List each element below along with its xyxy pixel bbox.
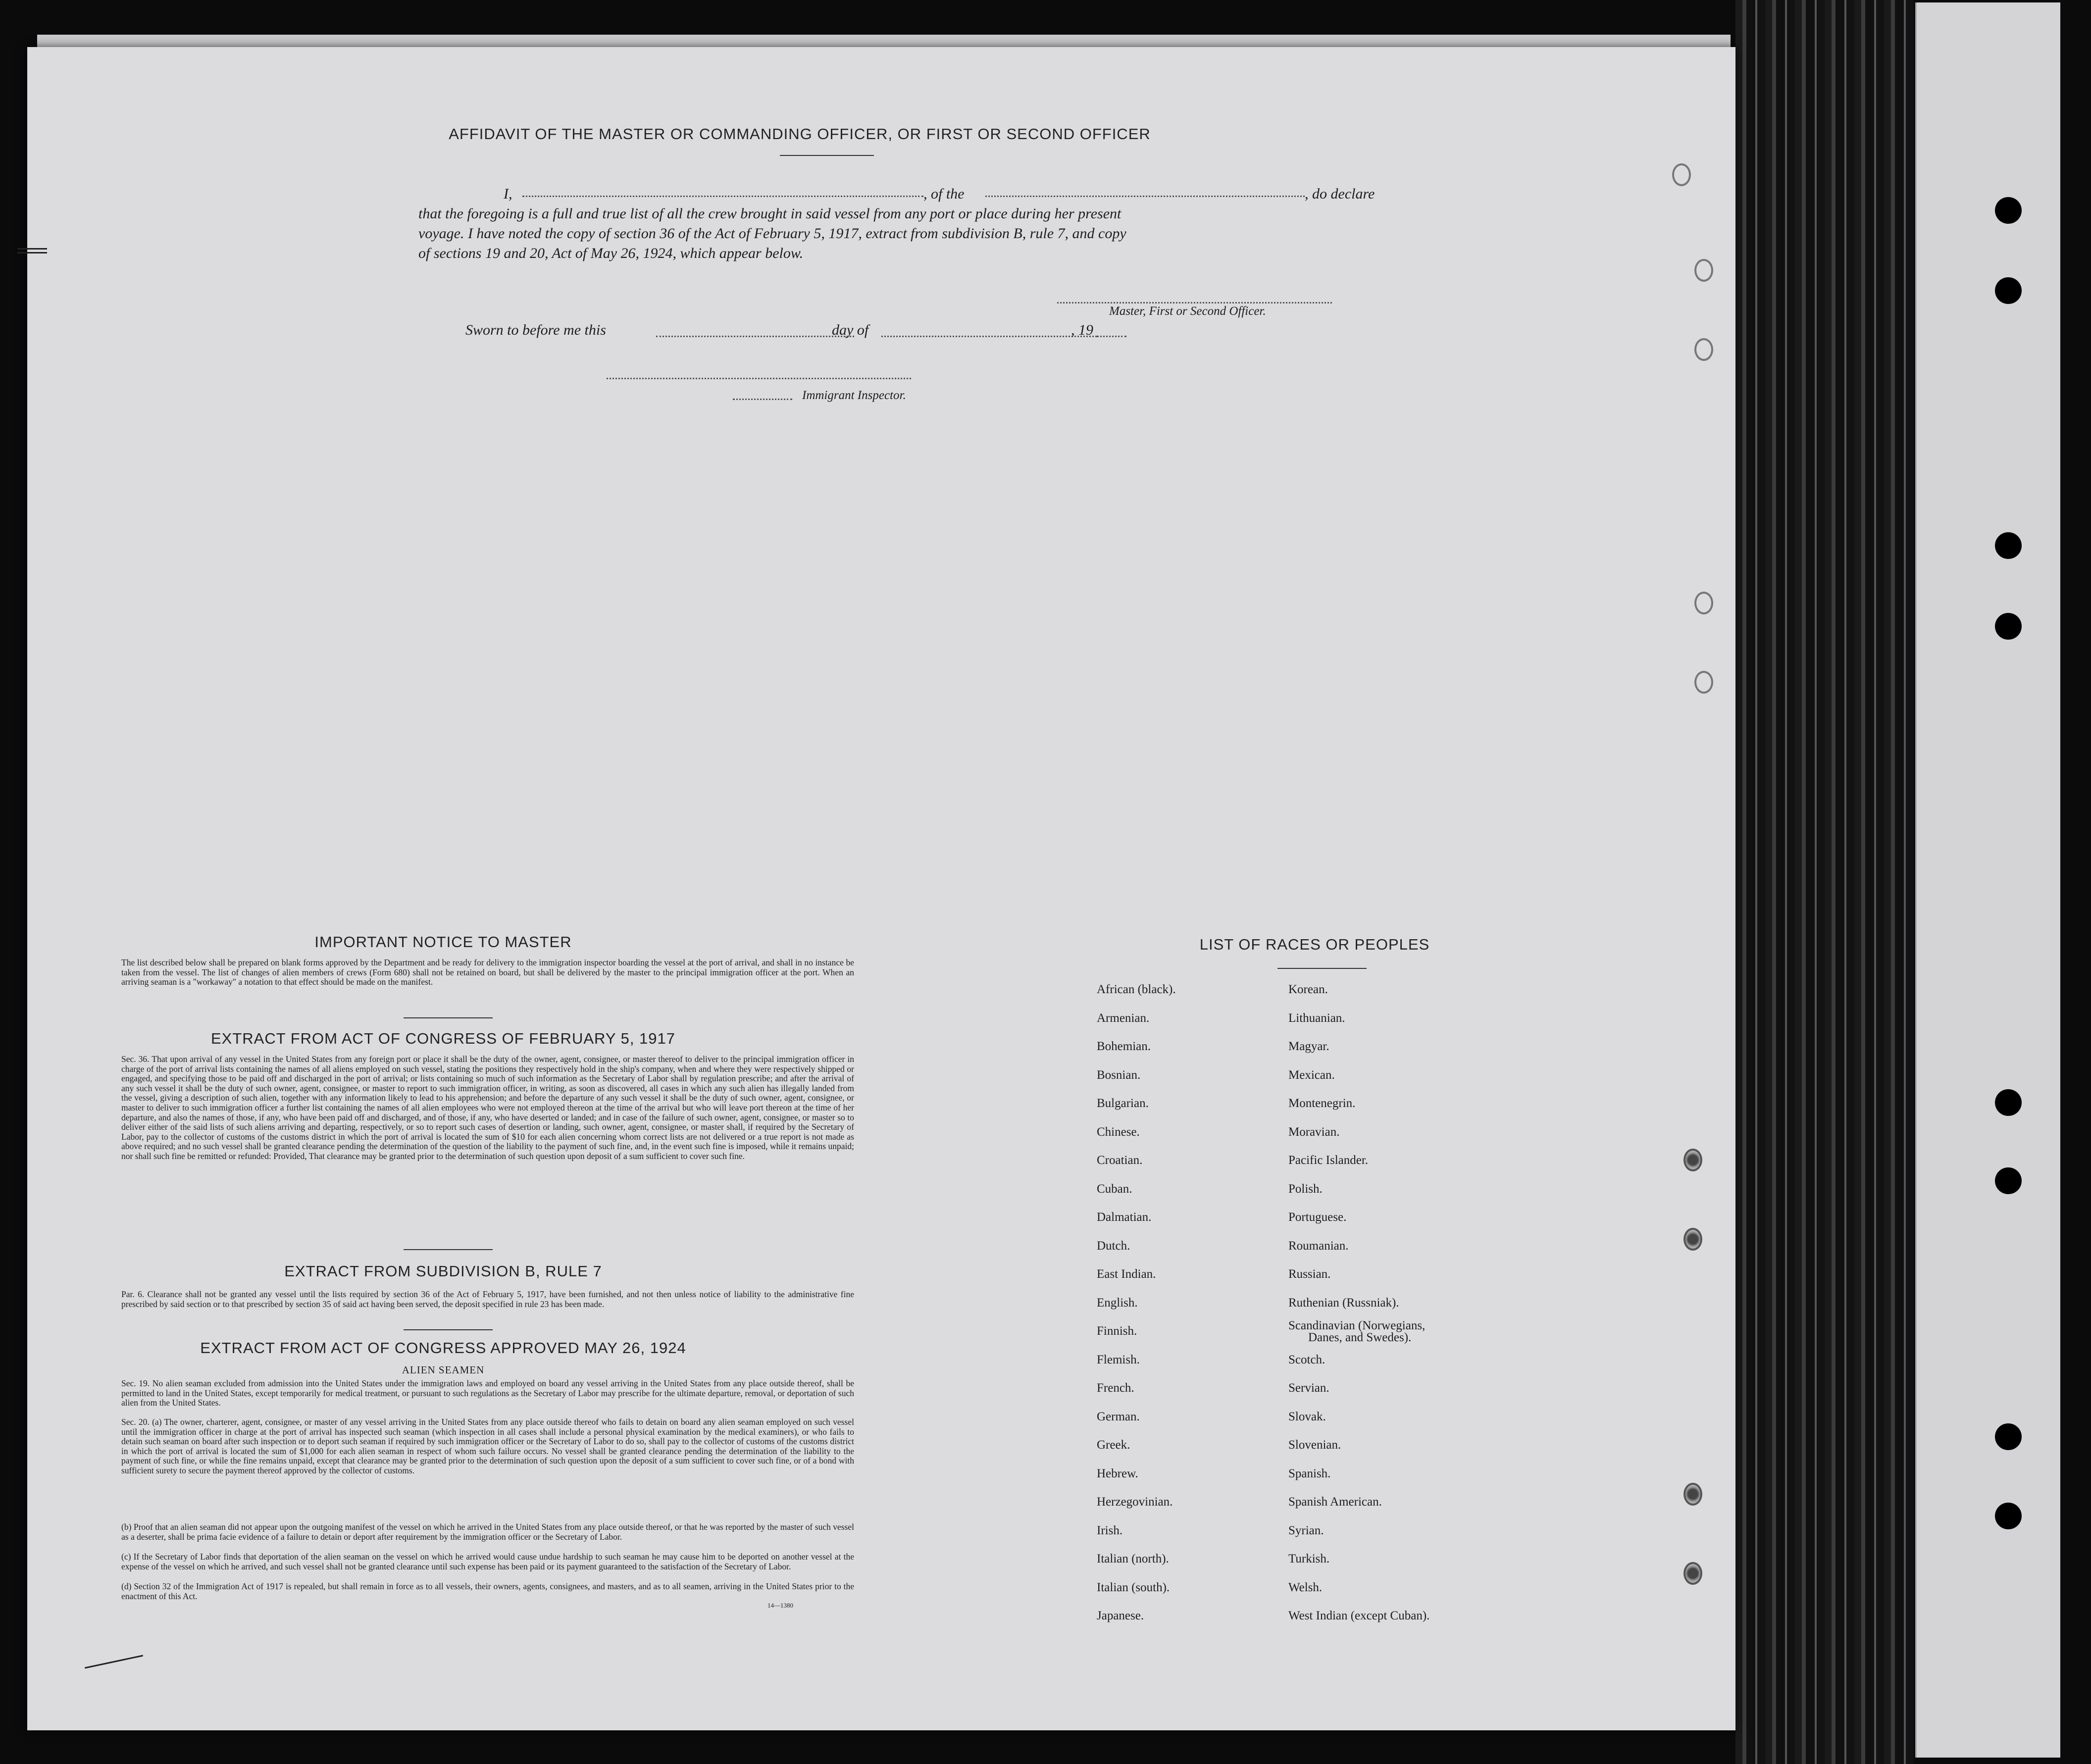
inspector-label: Immigrant Inspector. [802, 389, 906, 402]
race-item: Ruthenian (Russniak). [1288, 1296, 1399, 1310]
month-blank [881, 336, 1097, 337]
race-item: Spanish. [1288, 1466, 1331, 1480]
affidavit-of-the: , of the [923, 186, 965, 202]
punch-hole [1995, 532, 2022, 559]
divider [404, 1017, 493, 1018]
punch-hole [1995, 1503, 2022, 1529]
race-item: Dalmatian. [1097, 1210, 1152, 1224]
race-item: West Indian (except Cuban). [1288, 1609, 1430, 1622]
races-right-column [1288, 975, 1429, 1630]
binder-ring [1694, 592, 1713, 614]
race-item: Herzegovinian. [1097, 1495, 1173, 1509]
pen-mark [85, 1655, 143, 1669]
race-item: Russian. [1288, 1267, 1331, 1281]
race-item: Bulgarian. [1097, 1097, 1149, 1110]
punch-hole [1995, 1089, 2022, 1116]
punch-hole [1995, 1423, 2022, 1450]
affidavit-do-declare: , do declare [1305, 186, 1375, 202]
race-item: Italian (north). [1097, 1552, 1169, 1565]
punch-hole [1995, 197, 2022, 224]
divider [404, 1329, 493, 1330]
race-item: Turkish. [1288, 1552, 1330, 1565]
name-blank [522, 196, 923, 197]
affidavit-line-2: that the foregoing is a full and true list of all the crew brought in said vessel from any port or place during her present [418, 205, 1122, 222]
race-item: African (black). [1097, 983, 1176, 996]
document-page [27, 47, 1735, 1730]
extract-1917-body: Sec. 36. That upon arrival of any vessel in the United States from any foreign port or place it shall be the duty of the owner, agent, consignee, or master thereof to deliver to the principal immigration officer in charge of the port of arrival lists containing the names of all aliens employed on such vessel, stating the positions they respectively hold in the ship's company, when and where they were respectively shipped or engaged, and specifying those to be paid off and discharged in the port of arrival; or lists containing so much of such information as the Secretary of Labor shall by regulation prescribe; and after the arrival of any such vessel it shall be the duty of such owner, agent, consignee, or master to report to such immigration officer, in writing, as soon as discovered, all cases in which any such alien has illegally landed from the vessel, giving a description of such alien, together with any information likely to lead to his apprehension; and before the departure of any such vessel it shall be the duty of such owner, agent, consignee, or master to deliver to such immigration officer a further list containing the names of all alien employees who were not employed thereon at the time of the arrival but who will leave port thereon at the time of her departure, and also the names of those, if any, who have been paid off and discharged, and of those, if any, who have deserted or landed; and in case of the failure of such owner, agent, consignee, or master so to deliver either of the said lists of such aliens arriving and departing, respectively, or so to report such cases of desertion or landing, such owner, agent, consignee, or master shall, if required by the Secretary of Labor, pay to the collector of customs of the customs district in which the port of arrival is located the sum of $10 for each alien concerning whom correct lists are not delivered or a true report is not made as above required; and no such vessel shall be granted clearance pending the determination of the question of the liability to the payment of such fine, and, in the event such fine is imposed, while it remains unpaid; nor shall such fine be remitted or refunded: Provided, That clearance may be granted prior to the determination of such question upon deposit of a sum sufficient to cover such fine. [121, 1054, 854, 1161]
alien-seamen-subtitle: ALIEN SEAMEN [402, 1364, 485, 1376]
race-item: German. [1097, 1410, 1140, 1423]
binder-ring [1683, 1228, 1702, 1251]
binder-ring [1683, 1562, 1702, 1585]
rule7-body: Par. 6. Clearance shall not be granted any vessel until the lists required by section 36 of the Act of February 5, 1917, have been furnished, and not then unless notice of liability to the administrative fine prescribed by said section or to that prescribed by section 35 of said act having been served, the deposit specified in rule 23 has been made. [121, 1289, 854, 1309]
race-item: Slovenian. [1288, 1438, 1341, 1452]
race-item: Cuban. [1097, 1182, 1132, 1196]
binder-ring [1683, 1483, 1702, 1506]
vessel-blank [985, 196, 1305, 197]
race-item: Scotch. [1288, 1353, 1326, 1366]
race-item-label: Scandinavian (Norwegians, [1288, 1319, 1426, 1332]
master-signature-label: Master, First or Second Officer. [1109, 304, 1266, 318]
extract-1924-title: EXTRACT FROM ACT OF CONGRESS APPROVED MAY 26, 1924 [200, 1339, 686, 1357]
race-item: Flemish. [1097, 1353, 1140, 1366]
race-item: Bosnian. [1097, 1068, 1141, 1082]
sec20c-text: (c) If the Secretary of Labor finds that deportation of the alien seaman on the vessel on which he arrived would cause undue hardship to such seaman he may cause him to be deported on another vessel at the expense of the vessel on which he arrived, and such vessel shall not be granted clearance until such expense has been paid or its payment guaranteed to the satisfaction of the Secretary of Labor. [121, 1552, 854, 1571]
sec20d-text: (d) Section 32 of the Immigration Act of 1917 is repealed, but shall remain in force as to all vessels, their owners, agents, consignees, and masters, and as to all seamen, arriving in the United States prior to the enactment of this Act. [121, 1581, 854, 1601]
divider [404, 1249, 493, 1250]
binder-ring [1694, 671, 1713, 694]
binder-ring [1694, 338, 1713, 361]
extract-1917-title: EXTRACT FROM ACT OF CONGRESS OF FEBRUARY 5, 1917 [210, 1030, 676, 1047]
race-item: Servian. [1288, 1381, 1329, 1395]
race-item: Pacific Islander. [1288, 1154, 1369, 1167]
affidavit-title: AFFIDAVIT OF THE MASTER OR COMMANDING OFFICER, OR FIRST OR SECOND OFFICER [449, 125, 1151, 143]
adjacent-page-strip [1915, 2, 2060, 1758]
race-item: Irish. [1097, 1523, 1123, 1537]
race-item: Magyar. [1288, 1040, 1329, 1053]
race-item: Chinese. [1097, 1125, 1140, 1139]
day-of-text: day of [832, 322, 869, 338]
margin-mark [17, 252, 47, 253]
punch-hole [1995, 277, 2022, 304]
binding-edge [1735, 0, 1914, 1764]
race-item: Japanese. [1097, 1609, 1144, 1622]
binder-ring [1694, 259, 1713, 282]
divider [780, 155, 874, 156]
race-item: Korean. [1288, 983, 1328, 996]
affidavit-i: I, [504, 186, 512, 202]
race-item: Portuguese. [1288, 1210, 1347, 1224]
year-blank [1097, 336, 1126, 337]
notice-title: IMPORTANT NOTICE TO MASTER [314, 933, 572, 951]
affidavit-line-3: voyage. I have noted the copy of section 36 of the Act of February 5, 1917, extract from subdivision B, rule 7, and copy [418, 225, 1126, 242]
binder-ring [1683, 1149, 1702, 1171]
margin-mark [17, 248, 47, 250]
race-item: Croatian. [1097, 1154, 1143, 1167]
race-item-continuation: Danes, and Swedes). [1308, 1331, 1412, 1344]
race-item: Polish. [1288, 1182, 1323, 1196]
rule7-title: EXTRACT FROM SUBDIVISION B, RULE 7 [284, 1262, 602, 1280]
sec19-text: Sec. 19. No alien seaman excluded from admission into the United States under the immigration laws and employed on board any vessel arriving in the United States from any place outside thereof, shall be permitted to land in the United States, except temporarily for medical treatment, or pursuant to such regulations as the Secretary of Labor may prescribe for the ultimate departure, removal, or deportation of such alien from the United States. [121, 1378, 854, 1408]
race-item: Hebrew. [1097, 1466, 1138, 1480]
race-item: Syrian. [1288, 1523, 1324, 1537]
punch-hole [1995, 613, 2022, 640]
race-item: Welsh. [1288, 1580, 1323, 1594]
binder-ring [1672, 163, 1691, 186]
race-item: Slovak. [1288, 1410, 1326, 1423]
race-item: Spanish American. [1288, 1495, 1382, 1509]
affidavit-line-4: of sections 19 and 20, Act of May 26, 1924, which appear below. [418, 245, 804, 261]
race-item: Lithuanian. [1288, 1011, 1345, 1025]
inspector-signature-blank [607, 378, 911, 379]
race-item: Roumanian. [1288, 1239, 1349, 1253]
race-item: Greek. [1097, 1438, 1130, 1452]
races-left-column [1097, 975, 1176, 1630]
notice-body: The list described below shall be prepared on blank forms approved by the Department and be ready for delivery to the immigration inspector boarding the vessel at the port of arrival, and shall in no instance be taken from the vessel. The list of changes of alien members of crews (Form 680) shall not be retained on board, but shall be delivered by the master to the principal immigration officer at the port. When an arriving seaman is a "workaway" a notation to that effect should be made on the manifest. [121, 958, 854, 987]
race-item: Armenian. [1097, 1011, 1150, 1025]
day-blank [656, 336, 854, 337]
race-item: Moravian. [1288, 1125, 1340, 1139]
race-item: Dutch. [1097, 1239, 1130, 1253]
race-item: French. [1097, 1381, 1134, 1395]
punch-hole [1995, 1167, 2022, 1194]
race-item: Italian (south). [1097, 1580, 1170, 1594]
race-item: Mexican. [1288, 1068, 1335, 1082]
divider [1277, 968, 1367, 969]
race-item [1288, 1317, 1429, 1346]
sec20b-text: (b) Proof that an alien seaman did not appear upon the outgoing manifest of the vessel on which he arrived in the United States from any place outside thereof, or that he was reported by the master of such vessel as a deserter, shall be prima facie evidence of a failure to detain or deport after requirement by the immigration officer or the Secretary of Labor. [121, 1522, 854, 1542]
race-item: Bohemian. [1097, 1040, 1151, 1053]
race-item: Finnish. [1097, 1324, 1137, 1338]
race-item: English. [1097, 1296, 1138, 1310]
inspector-dots [733, 399, 792, 400]
race-item: Montenegrin. [1288, 1097, 1356, 1110]
sworn-text: Sworn to before me this [465, 322, 606, 338]
sec20a-text: Sec. 20. (a) The owner, charterer, agent, consignee, or master of any vessel arriving in the United States from any place outside thereof who fails to detain on board any alien seaman employed on such vessel until the immigration officer in charge at the port of arrival has inspected such seaman (which inspection in all cases shall include a personal physical examination by the medical examiners), or who fails to detain such seaman on board after such inspection or to deport such seaman if required by such immigration officer or the Secretary of Labor to do so, shall pay to the collector of customs of the customs district in which the port of arrival is located the sum of $1,000 for each alien seaman in respect of whom such failure occurs. No vessel shall be granted clearance pending the determination of the liability to the payment of such fine, or while the fine remains unpaid, except that clearance may be granted prior to the determination of such question upon the deposit of a sum sufficient to cover such fine, or of a bond with sufficient surety to secure the payment thereof approved by the collector of customs. [121, 1417, 854, 1475]
races-title: LIST OF RACES OR PEOPLES [1199, 936, 1430, 953]
year-text: , 19 [1071, 322, 1093, 338]
form-number: 14—1380 [767, 1602, 793, 1609]
master-signature-blank [1057, 302, 1332, 303]
race-item: East Indian. [1097, 1267, 1156, 1281]
